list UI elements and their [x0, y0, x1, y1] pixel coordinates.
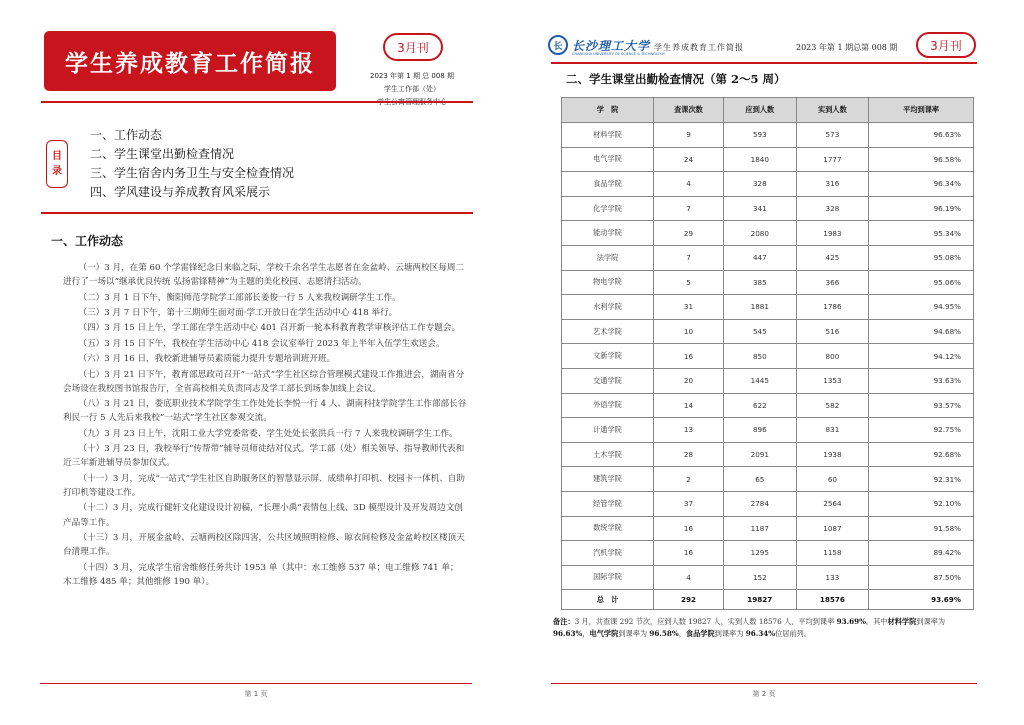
checks-cell: 4	[654, 172, 724, 197]
news-paragraph: （八）3 月 21 日，娄底职业技术学院学生工作处处长李悦一行 4 人、湖南科技学院学生工作部部长谷利民一行 5 人先后来我校“一站式”学生社区参观交流。	[63, 399, 467, 424]
note-text: 3 月，共查课 292 节次，应到人数 19827 人，实到人数 18576 人，平均到课率	[574, 617, 837, 626]
footer-divider	[40, 683, 472, 684]
college-cell: 交通学院	[562, 368, 654, 393]
expected-cell: 622	[724, 393, 797, 418]
expected-cell: 1840	[724, 147, 797, 172]
present-cell: 1353	[796, 368, 869, 393]
toc-item: 三、学生宿舍内务卫生与安全检查情况	[90, 166, 295, 180]
checks-cell: 4	[654, 565, 724, 590]
table-row	[562, 393, 974, 418]
table-row	[562, 172, 974, 197]
rate-cell: 95.06%	[869, 270, 974, 295]
table-row	[562, 516, 974, 541]
total-present: 18576	[796, 590, 869, 610]
note-text: ，	[678, 628, 686, 638]
table-row	[562, 565, 974, 590]
toc-item: 四、学风建设与养成教育风采展示	[90, 185, 271, 199]
checks-cell: 16	[654, 344, 724, 369]
news-paragraph: （九）3 月 23 日上午，沈阳工业大学党委常委、学生处处长张洪兵一行 7 人来我校调研学生工作。	[78, 428, 458, 439]
publisher-dept: 学生工作部（处）	[384, 85, 440, 93]
checks-cell: 7	[654, 196, 724, 221]
rate-cell: 91.58%	[869, 516, 974, 541]
banner-title: 学生养成教育工作简报	[65, 49, 315, 77]
table-row	[562, 442, 974, 467]
expected-cell: 850	[724, 344, 797, 369]
table-row	[562, 123, 974, 148]
checks-cell: 16	[654, 541, 724, 566]
table-row	[562, 368, 974, 393]
note-label: 备注：	[553, 617, 575, 626]
table-row	[562, 344, 974, 369]
checks-cell: 9	[654, 123, 724, 148]
column-header: 应到人数	[724, 98, 797, 123]
rate-cell: 94.95%	[869, 295, 974, 320]
expected-cell: 1187	[724, 516, 797, 541]
college-cell: 土木学院	[562, 442, 654, 467]
note-average-rate: 93.69%	[836, 617, 866, 626]
total-expected: 19827	[724, 590, 797, 610]
checks-cell: 31	[654, 295, 724, 320]
table-row	[562, 147, 974, 172]
total-label: 总 计	[562, 590, 654, 610]
news-paragraph: （十三）3 月，开展金盆岭、云塘两校区除四害，公共区域照明检修、晾衣间检修及金盆岭校区楼顶天台清理工作。	[63, 532, 465, 558]
page-number: 第 1 页	[244, 690, 268, 698]
present-cell: 1777	[796, 147, 869, 172]
college-cell: 艺术学院	[562, 319, 654, 344]
checks-cell: 2	[654, 467, 724, 492]
rate-cell: 95.08%	[869, 245, 974, 270]
expected-cell: 1445	[724, 368, 797, 393]
note-text: 位居前列。	[775, 628, 812, 638]
present-cell: 1983	[796, 221, 869, 246]
college-cell: 国际学院	[562, 565, 654, 590]
rate-cell: 94.12%	[869, 344, 974, 369]
expected-cell: 2091	[724, 442, 797, 467]
column-header: 学 院	[562, 98, 654, 123]
table-of-contents	[90, 126, 294, 202]
running-header-title: 学生养成教育工作简报	[654, 43, 744, 52]
expected-cell: 385	[724, 270, 797, 295]
table-row	[562, 541, 974, 566]
college-cell: 能动学院	[562, 221, 654, 246]
present-cell: 2564	[796, 491, 869, 516]
present-cell: 1087	[796, 516, 869, 541]
university-name: 长沙理工大学	[572, 38, 651, 53]
news-paragraph: （十一）3 月，完成“一站式”学生社区自助服务区的智慧显示屏、成绩单打印机、校园卡一体机、自助打印机等建设工作。	[63, 473, 465, 498]
table-row	[562, 196, 974, 221]
attendance-table-body	[562, 123, 974, 590]
toc-item: 二、学生课堂出勤检查情况	[90, 147, 235, 161]
rate-cell: 95.34%	[869, 221, 974, 246]
news-paragraph: （三）3 月 7 日下午，第十三期师生面对面·学工开放日在学生活动中心 418 举行。	[78, 307, 398, 318]
expected-cell: 2784	[724, 491, 797, 516]
total-checks: 292	[654, 590, 724, 610]
note-text: 到课率为	[714, 628, 746, 638]
news-paragraph: （五）3 月 15 日下午，我校在学生活动中心 418 会议室举行 2023 年上半年入伍学生欢送会。	[78, 338, 445, 349]
news-paragraph: （一）3 月，在第 60 个学雷锋纪念日来临之际，学校千余名学生志愿者在金盆岭、云塘两校区每周二进行了一场以“继承优良传统 弘扬雷锋精神”为主题的美化校园、志愿清扫活动。	[63, 263, 465, 288]
column-header: 查课次数	[654, 98, 724, 123]
news-paragraph: （十）3 月 23 日，我校举行“传帮带”辅导员师徒结对仪式。学工部（处）相关领导、指导教师代表和近三年新进辅导员参加仪式。	[63, 444, 465, 469]
note-college: 电气学院	[589, 628, 619, 638]
rate-cell: 96.34%	[869, 172, 974, 197]
present-cell: 133	[796, 565, 869, 590]
table-row	[562, 295, 974, 320]
table-row	[562, 319, 974, 344]
table-row	[562, 245, 974, 270]
rate-cell: 87.50%	[869, 565, 974, 590]
college-cell: 建筑学院	[562, 467, 654, 492]
running-header-issue: 2023 年第 1 期总第 008 期	[796, 43, 898, 52]
section-title-attendance: 二、学生课堂出勤检查情况（第 2～5 周）	[566, 72, 786, 86]
rate-cell: 92.68%	[869, 442, 974, 467]
issue-badge: 3月刊	[383, 33, 443, 61]
expected-cell: 341	[724, 196, 797, 221]
expected-cell: 447	[724, 245, 797, 270]
expected-cell: 545	[724, 319, 797, 344]
college-cell: 化学学院	[562, 196, 654, 221]
rate-cell: 92.75%	[869, 418, 974, 443]
note-rate: 96.34%	[745, 628, 776, 638]
expected-cell: 65	[724, 467, 797, 492]
rate-cell: 96.63%	[869, 123, 974, 148]
column-header: 平均到课率	[869, 98, 974, 123]
issue-badge: 3月刊	[916, 32, 976, 58]
table-total-row	[562, 590, 974, 610]
college-cell: 法学院	[562, 245, 654, 270]
college-cell: 电气学院	[562, 147, 654, 172]
note-rate: 96.58%	[649, 628, 679, 638]
footer-divider	[551, 683, 977, 684]
news-paragraph: （二）3 月 1 日下午，衡阳师范学院学工部部长姜俊一行 5 人来我校调研学生工作。	[78, 292, 401, 303]
college-cell: 食品学院	[562, 172, 654, 197]
note-text: ，	[582, 628, 590, 638]
issue-number: 2023 年第 1 期 总 008 期	[370, 72, 454, 80]
expected-cell: 896	[724, 418, 797, 443]
toc-divider	[41, 212, 473, 214]
note-text: 。其中	[865, 617, 888, 626]
present-cell: 316	[796, 172, 869, 197]
college-cell: 水利学院	[562, 295, 654, 320]
column-header: 实到人数	[796, 98, 869, 123]
header-divider	[41, 101, 473, 103]
present-cell: 573	[796, 123, 869, 148]
college-cell: 数统学院	[562, 516, 654, 541]
university-english-name: CHANGSHA UNIVERSITY OF SCIENCE & TECHNOLOGY	[572, 52, 666, 56]
section-title-work-news: 一、工作动态	[51, 234, 124, 248]
table-row	[562, 418, 974, 443]
present-cell: 1158	[796, 541, 869, 566]
rate-cell: 92.10%	[869, 491, 974, 516]
expected-cell: 2080	[724, 221, 797, 246]
newsletter-banner	[44, 31, 336, 91]
checks-cell: 16	[654, 516, 724, 541]
present-cell: 328	[796, 196, 869, 221]
rate-cell: 96.58%	[869, 147, 974, 172]
news-paragraph: （七）3 月 21 日下午，教育部思政司召开“一站式”学生社区综合管理模式建设工作推进会，湖南省分会场设在我校图书馆报告厅，全省高校相关负责同志及学工部长到场参加线上会议。	[63, 369, 465, 394]
rate-cell: 94.68%	[869, 319, 974, 344]
expected-cell: 1295	[724, 541, 797, 566]
college-cell: 材料学院	[562, 123, 654, 148]
news-paragraph: （四）3 月 15 日上午，学工部在学生活动中心 401 召开新一轮本科教育教学审核评估工作专题会。	[78, 323, 461, 334]
expected-cell: 152	[724, 565, 797, 590]
note-text: 到课率为	[618, 628, 650, 638]
header-divider	[551, 62, 977, 64]
present-cell: 800	[796, 344, 869, 369]
present-cell: 425	[796, 245, 869, 270]
checks-cell: 20	[654, 368, 724, 393]
college-cell: 计通学院	[562, 418, 654, 443]
note-text: 到课率为	[916, 617, 946, 626]
work-news-body	[63, 261, 467, 590]
checks-cell: 29	[654, 221, 724, 246]
toc-badge	[46, 140, 68, 188]
present-cell: 1786	[796, 295, 869, 320]
table-header-row	[562, 98, 974, 123]
total-rate: 93.69%	[869, 590, 974, 610]
present-cell: 516	[796, 319, 869, 344]
table-row	[562, 467, 974, 492]
present-cell: 1938	[796, 442, 869, 467]
checks-cell: 37	[654, 491, 724, 516]
toc-badge-char-1: 目	[52, 151, 62, 162]
checks-cell: 5	[654, 270, 724, 295]
note-college: 材料学院	[887, 617, 917, 626]
table-note	[553, 616, 978, 639]
checks-cell: 24	[654, 147, 724, 172]
table-row	[562, 221, 974, 246]
present-cell: 831	[796, 418, 869, 443]
rate-cell: 89.42%	[869, 541, 974, 566]
rate-cell: 93.63%	[869, 368, 974, 393]
present-cell: 582	[796, 393, 869, 418]
news-paragraph: （十四）3 月，完成学生宿舍维修任务共计 1953 单（其中：水工维修 537 单；电工维修 741 单；木工维修 485 单；其他维修 190 单）。	[63, 562, 459, 587]
checks-cell: 28	[654, 442, 724, 467]
college-cell: 汽机学院	[562, 541, 654, 566]
rate-cell: 93.57%	[869, 393, 974, 418]
expected-cell: 328	[724, 172, 797, 197]
attendance-table	[561, 97, 974, 610]
checks-cell: 13	[654, 418, 724, 443]
college-cell: 文新学院	[562, 344, 654, 369]
checks-cell: 7	[654, 245, 724, 270]
page-number: 第 2 页	[752, 690, 776, 698]
present-cell: 366	[796, 270, 869, 295]
toc-item: 一、工作动态	[90, 128, 163, 142]
note-rate: 96.63%	[553, 628, 583, 638]
rate-cell: 92.31%	[869, 467, 974, 492]
checks-cell: 10	[654, 319, 724, 344]
expected-cell: 1881	[724, 295, 797, 320]
college-cell: 经管学院	[562, 491, 654, 516]
table-row	[562, 491, 974, 516]
news-paragraph: （十二）3 月，完成行健轩文化建设设计初稿，“长理小禹”表情包上线、3D 模型设计及开发周边文创产品等工作。	[63, 503, 463, 528]
expected-cell: 593	[724, 123, 797, 148]
news-paragraph: （六）3 月 16 日，我校新进辅导员素质能力提升专题培训班开班。	[78, 354, 336, 365]
present-cell: 60	[796, 467, 869, 492]
note-college: 食品学院	[685, 628, 715, 638]
checks-cell: 14	[654, 393, 724, 418]
issue-info	[352, 70, 472, 109]
rate-cell: 96.19%	[869, 196, 974, 221]
toc-badge-char-2: 录	[52, 166, 62, 177]
table-row	[562, 270, 974, 295]
college-cell: 物电学院	[562, 270, 654, 295]
university-emblem-icon: 长	[548, 35, 568, 55]
college-cell: 外语学院	[562, 393, 654, 418]
